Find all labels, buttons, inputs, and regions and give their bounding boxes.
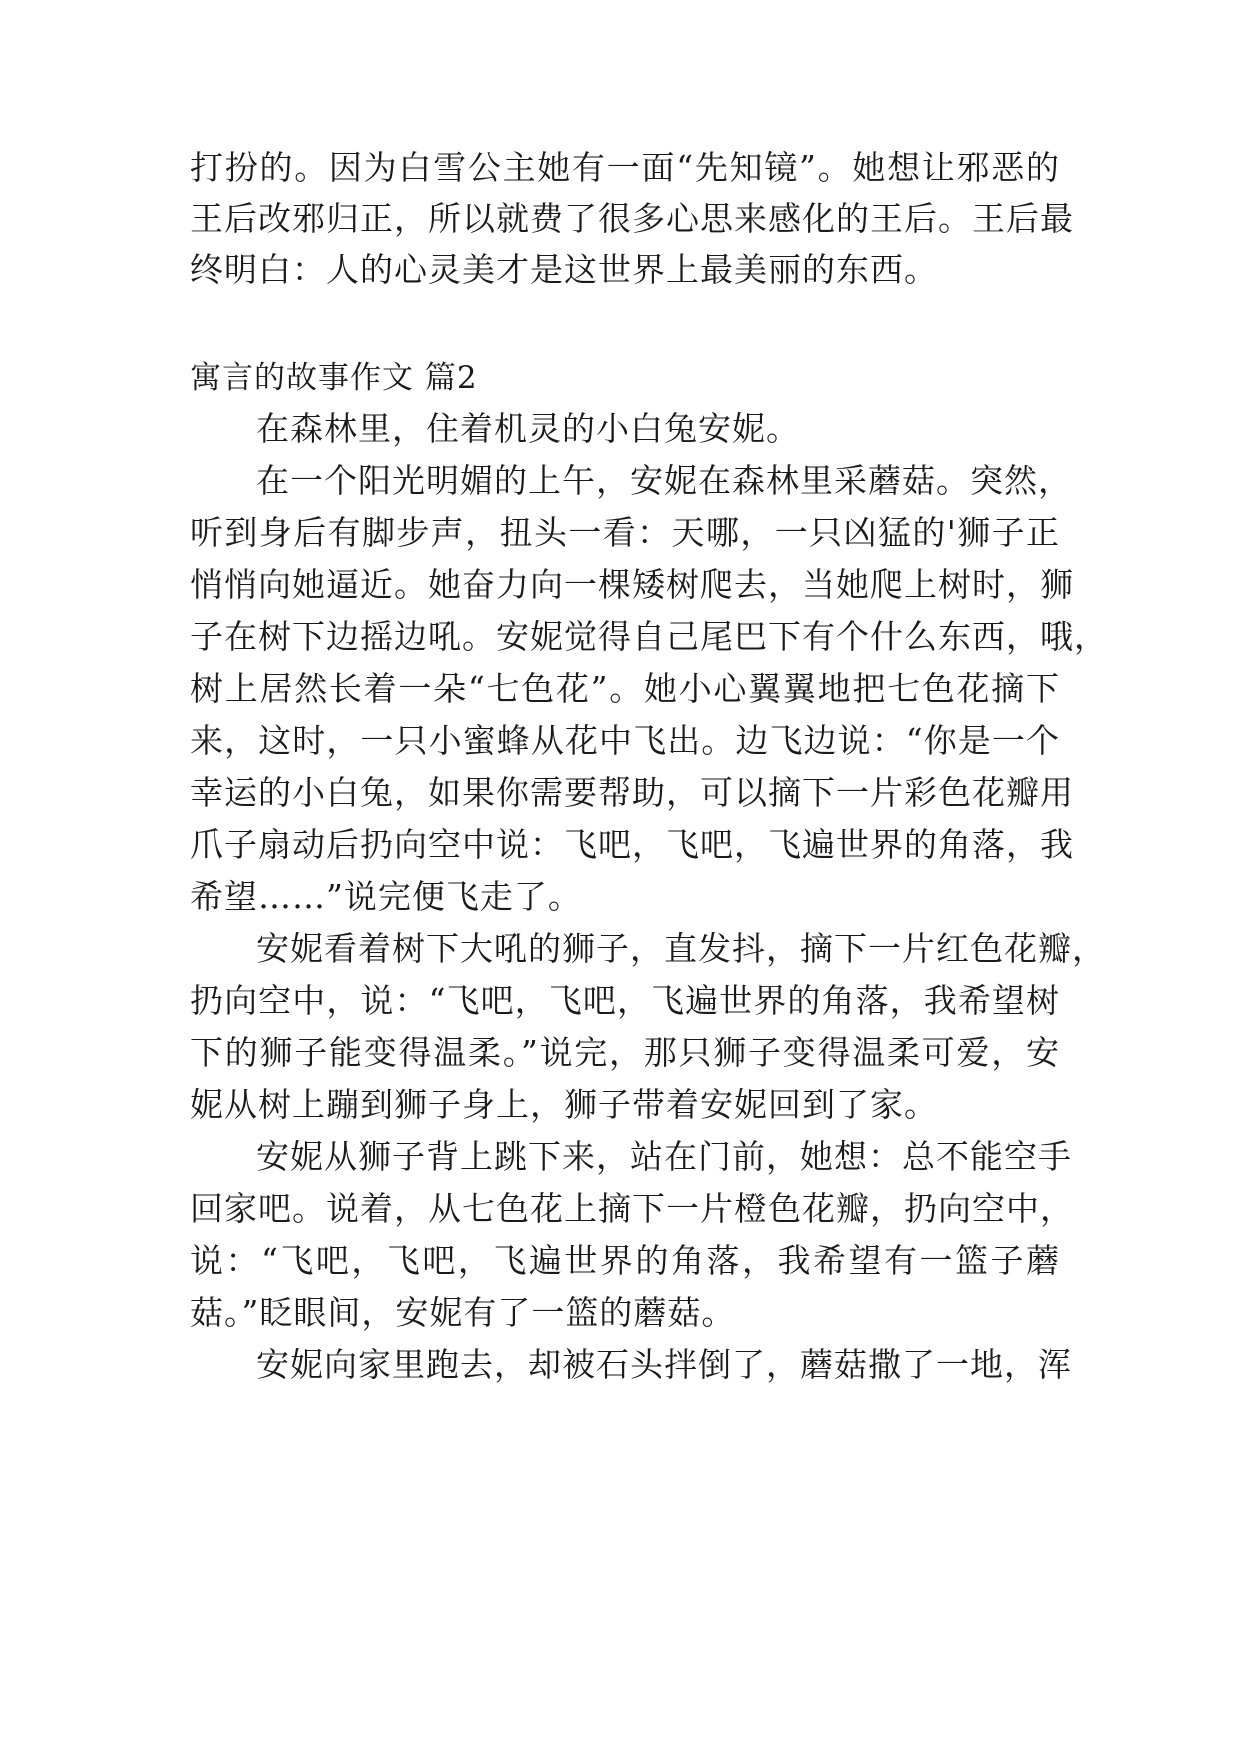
body-line: 终明白：人的心灵美才是这世界上最美丽的东西。 — [190, 250, 938, 289]
paragraph-line: 来，这时，一只小蜜蜂从花中飞出。边飞边说：“你是一个 — [190, 721, 1060, 760]
paragraph-line: 下的狮子能变得温柔。”说完，那只狮子变得温柔可爱，安 — [190, 1033, 1060, 1072]
paragraph-line: 幸运的小白兔，如果你需要帮助，可以摘下一片彩色花瓣用 — [190, 773, 1074, 812]
paragraph-line: 树上居然长着一朵“七色花”。她小心翼翼地把七色花摘下 — [190, 669, 1060, 708]
paragraph-line: 在一个阳光明媚的上午，安妮在森林里采蘑菇。突然， — [256, 461, 1072, 500]
paragraph-line: 在森林里，住着机灵的小白兔安妮。 — [256, 409, 800, 448]
paragraph-line: 子在树下边摇边吼。安妮觉得自己尾巴下有个什么东西，哦， — [190, 617, 1108, 656]
paragraph-line: 悄悄向她逼近。她奋力向一棵矮树爬去，当她爬上树时，狮 — [190, 565, 1074, 604]
paragraph-line: 希望……”说完便飞走了。 — [190, 877, 582, 916]
body-line: 打扮的。因为白雪公主她有一面“先知镜”。她想让邪恶的 — [190, 148, 1060, 187]
paragraph-line: 安妮向家里跑去，却被石头拌倒了，蘑菇撒了一地，浑 — [256, 1345, 1072, 1384]
paragraph-line: 回家吧。说着，从七色花上摘下一片橙色花瓣，扔向空中， — [190, 1189, 1074, 1228]
paragraph-line: 安妮从狮子背上跳下来，站在门前，她想：总不能空手 — [256, 1137, 1072, 1176]
paragraph-line: 爪子扇动后扔向空中说：飞吧，飞吧，飞遍世界的角落，我 — [190, 825, 1074, 864]
paragraph-line: 扔向空中，说：“飞吧，飞吧，飞遍世界的角落，我希望树 — [190, 981, 1060, 1020]
paragraph-line: 安妮看着树下大吼的狮子，直发抖，摘下一片红色花瓣， — [256, 929, 1106, 968]
section-heading: 寓言的故事作文 篇2 — [190, 360, 478, 396]
paragraph-line: 妮从树上蹦到狮子身上，狮子带着安妮回到了家。 — [190, 1085, 938, 1124]
body-line: 王后改邪归正，所以就费了很多心思来感化的王后。王后最 — [190, 199, 1074, 238]
paragraph-line: 听到身后有脚步声，扭头一看：天哪，一只凶猛的'狮子正 — [190, 513, 1060, 552]
paragraph-line: 菇。”眨眼间，安妮有了一篮的蘑菇。 — [190, 1293, 736, 1332]
paragraph-line: 说：“飞吧，飞吧，飞遍世界的角落，我希望有一篮子蘑 — [190, 1241, 1060, 1280]
